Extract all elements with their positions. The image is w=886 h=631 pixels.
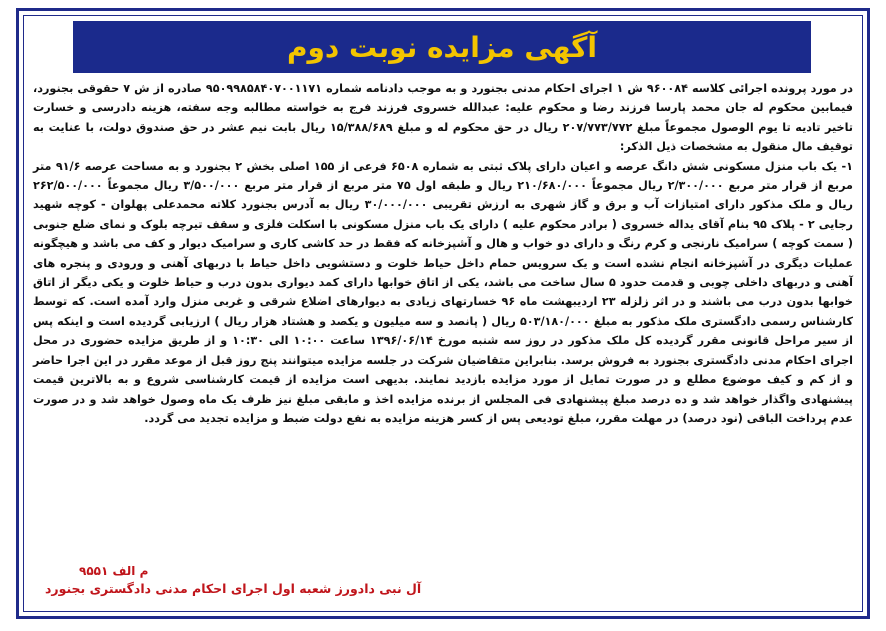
title-banner — [73, 21, 811, 73]
signature: آل نبی دادورز شعبه اول اجرای احکام مدنی دادگستری بجنورد — [45, 581, 422, 596]
notice-title: آگهی مزایده نوبت دوم — [286, 30, 598, 64]
notice-body — [33, 79, 853, 428]
notice-frame — [16, 8, 870, 619]
property-paragraph: ۱- یک باب منزل مسکونی شش دانگ عرصه و اعیان دارای پلاک ثبتی به شماره ۶۵۰۸ فرعی از ۱۵۵ اصلی بخش ۲ بجنورد و به مساحت عرصه ۹۱/۶ متر مربع از قرار متر مربع ۲/۳۰۰/۰۰۰ ریال مجموعاً ۲۱۰/۶۸۰/۰۰۰ ریال و طبقه اول ۷۵ متر مربع از قرار متر مربع ۳/۵۰۰/۰۰۰ ریال مجموعاً ۲۶۲/۵۰۰/۰۰۰ ریال و ملک مذکور دارای امتیازات آب و برق و گاز شهری به ارزش تقریبی ۳۰/۰۰۰/۰۰۰ ریال به آدرس بجنورد کلاته محمدعلی پهلوان - کوچه شهید رجایی ۲ - پلاک ۹۵ بنام آقای یداله خسروی ( برادر محکوم علیه ) دارای یک باب منزل مسکونی با اسکلت فلزی و سقف تیرچه بلوک و نمای ضلع جنوبی ( سمت کوچه ) سرامیک نارنجی و کرم رنگ و دارای دو خواب و هال و آشپزخانه که فقط در حد کاشی کاری و سرامیک دیوار و کف می باشد و هیچگونه عملیات دیگری در آشپزخانه انجام نشده است و یک سرویس حمام داخل حیاط خلوت و دستشویی داخل حیاط با دربهای آهنی و ورودی و پنجره های آهنی و دربهای داخلی چوبی و قدمت حدود ۵ سال ساخت می باشد، یکی از اتاق خوابها دارای کمد دیواری بدون درب و حیاط خلوت و یکی دیگر از اتاق خوابها بدون درب می باشند و در اثر زلزله ۲۳ اردیبهشت ماه ۹۶ خسارتهای زیادی به دیوارهای اضلاع شرقی و غربی منزل وارد آمده است. که توسط کارشناس رسمی دادگستری ملک مذکور به مبلغ ۵۰۳/۱۸۰/۰۰۰ ریال ( پانصد و سه میلیون و یکصد و هشتاد هزار ریال ) ارزیابی گردیده است و اینکه پس از سیر مراحل قانونی مقرر گردیده کل ملک مذکور در روز سه شنبه مورخ ۱۳۹۶/۰۶/۱۴ ساعت ۱۰:۰۰ الی ۱۰:۳۰ و از طریق مزایده حضوری در محل اجرای احکام مدنی دادگستری بجنورد به فروش برسد. بنابراین متقاضیان شرکت در جلسه مزایده میتوانند پنج روز قبل از موعد مقرر در این اجرا حاضر و از کم و کیف موضوع مطلع و در صورت تمایل از مورد مزایده بازدید نمایند. بدیهی است مزایده از قیمت کارشناسی شروع و به بالاترین قیمت پیشنهادی واگذار خواهد شد و ده درصد مبلغ پیشنهادی فی المجلس از برنده مزایده اخذ و مابقی مبلغ نیز ظرف یک ماه وصول خواهد شد و در صورت عدم پرداخت الباقی (نود درصد) در مهلت مقرر، مبلغ تودیعی پس از کسر هزینه مزایده به نفع دولت ضبط و مزایده تجدید می گردد. — [33, 159, 853, 425]
intro-paragraph: در مورد پرونده اجرائی کلاسه ۹۶۰۰۸۴ ش ۱ اجرای احکام مدنی بجنورد و به موجب دادنامه شماره ۹۵۰۹۹۸۵۸۴۰۷۰۰۱۱۷۱ صادره از ش ۷ حقوقی بجنورد، فیمابین محکوم له جان محمد پارسا فرزند رضا و محکوم علیه: عبدالله خسروی فرزند فرج به خواسته مطالبه وجه سفته، هزینه دادرسی و خسارت تاخیر تادیه تا یوم الوصول مجموعاً مبلغ ۲۰۷/۷۷۳/۷۷۲ ریال در حق محکوم له و مبلغ ۱۵/۳۸۸/۶۸۹ ریال بابت نیم عشر در حق صندوق دولت، با عنایت به توقیف مال منقول به مشخصات ذیل الذکر: — [33, 82, 853, 154]
reference-code: م الف ۹۵۵۱ — [79, 564, 149, 578]
notice-footer — [45, 562, 421, 598]
